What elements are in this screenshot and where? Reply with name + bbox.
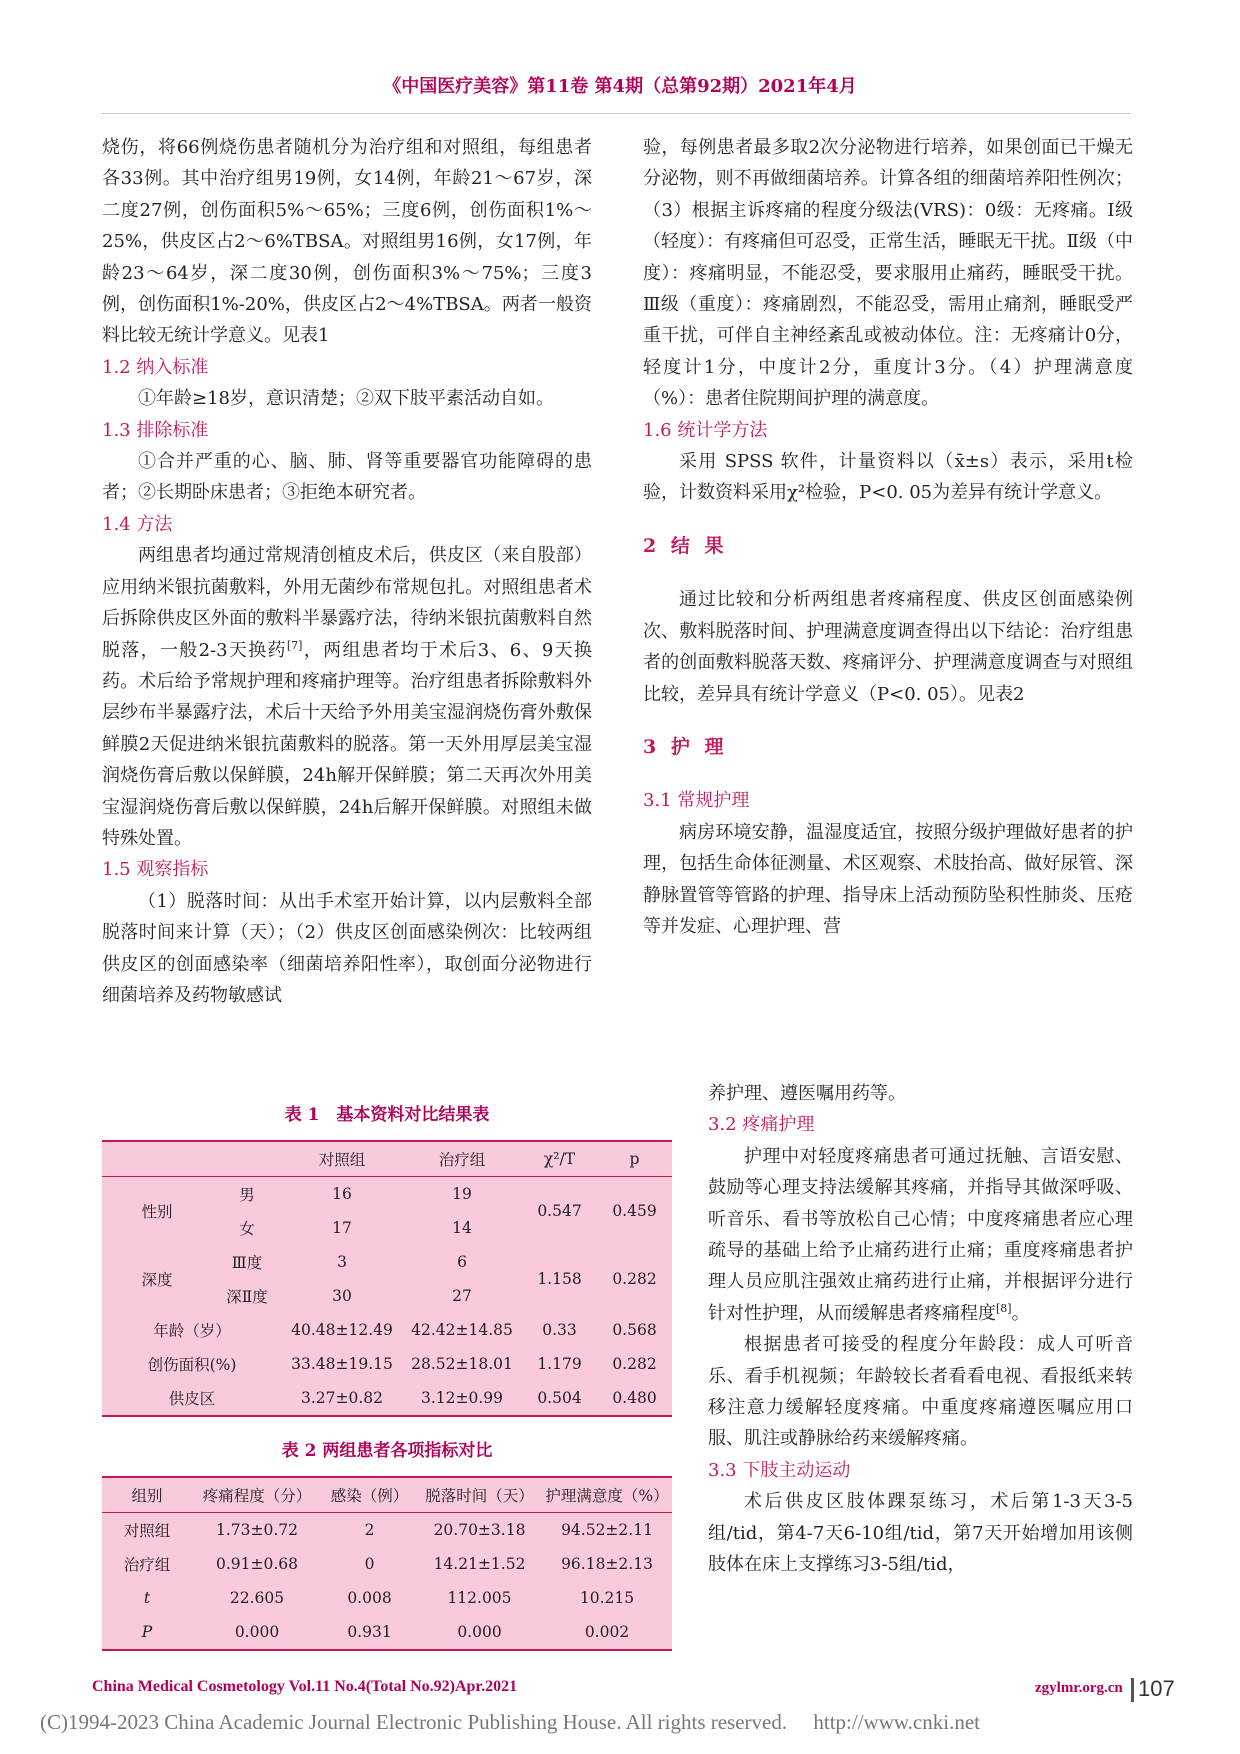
section-heading: 1.3 排除标准 (102, 419, 209, 441)
spacer (643, 710, 1133, 732)
table-cell: 28.52±18.01 (411, 1355, 513, 1373)
footer-journal: China Medical Cosmetology Vol.11 No.4(Total No.92)Apr.2021 (92, 1678, 518, 1695)
text-span: 。 (1011, 1302, 1030, 1324)
text-span: 护理中对轻度疼痛患者可通过抚触、言语安慰、鼓励等心理支持法缓解其疼痛，并指导其做深呼吸、听音乐、看书等放松自己心情；中度疼痛患者应心理疏导的基础上给予止痛药进行止痛；重度疼痛患者护理人员应肌注强效止痛药进行止痛，并根据评分进行针对性护理，从而缓解患者疼痛程度 (708, 1145, 1133, 1324)
table-cell: 年龄（岁） (153, 1322, 231, 1340)
table-row (102, 1513, 672, 1548)
table-cell: 1.73±0.72 (215, 1521, 298, 1539)
table-cell: 3 (337, 1253, 347, 1271)
table-cell: 男 (239, 1186, 255, 1204)
table-cell: 0 (364, 1555, 375, 1573)
table-header-cell: 组别 (131, 1487, 163, 1505)
page-number-bar (1131, 1678, 1134, 1702)
spacer (643, 509, 1133, 531)
paragraph (708, 1141, 1133, 1329)
table-cell: 0.931 (347, 1623, 392, 1641)
section-heading: 1.4 方法 (102, 513, 173, 535)
table-row (102, 1581, 672, 1615)
paragraph: ①年龄≥18岁，意识清楚；②双下肢平素活动自如。 (138, 388, 554, 410)
right-lower-column (708, 1078, 1133, 1581)
table-header-cell: 感染（例） (330, 1487, 409, 1505)
table-cell: 供皮区 (168, 1390, 216, 1408)
paragraph: 病房环境安静，温湿度适宜，按照分级护理做好患者的护理，包括生命体征测量、术区观察、术肢抬高、做好尿管、深静脉置管等管路的护理、指导床上活动预防坠积性肺炎、压疮等并发症、心理护理、营 (643, 821, 1133, 937)
table-header-cell: 治疗组 (438, 1151, 486, 1169)
table-cell: 10.215 (579, 1589, 635, 1607)
table-header-cell: 对照组 (318, 1151, 366, 1169)
table-cell: 27 (452, 1287, 472, 1305)
table-header-cell (102, 1141, 212, 1177)
table-cell: 30 (332, 1287, 352, 1305)
paragraph: 养护理、遵医嘱用药等。 (708, 1083, 906, 1104)
table-cell: 3.27±0.82 (300, 1389, 383, 1407)
table-cell: 性别 (141, 1203, 173, 1221)
text-span: 两组患者均通过常规清创植皮术后，供皮区（来自股部）应用纳米银抗菌敷料，外用无菌纱布常规包扎。对照组患者术后拆除供皮区外面的敷料半暴露疗法，待纳米银抗菌敷料自然脱落，一般2-3天换药 (102, 545, 592, 661)
table-cell: 42.42±14.85 (411, 1321, 513, 1339)
journal-header: 《中国医疗美容》第11卷 第4期（总第92期）2021年4月 (383, 76, 857, 97)
section-heading: 1.2 纳入标准 (102, 356, 209, 378)
table-cell: 3.12±0.99 (420, 1389, 503, 1407)
section-heading: 1.6 统计学方法 (643, 419, 768, 441)
page-number: 107 (1138, 1676, 1175, 1701)
paragraph (102, 540, 592, 854)
table-row (102, 1381, 672, 1416)
table-cell: 治疗组 (123, 1556, 171, 1574)
section-heading: 3.1 常规护理 (643, 790, 750, 812)
table1 (102, 1140, 672, 1417)
table-cell: P (141, 1623, 153, 1641)
copyright-line: (C)1994-2023 China Academic Journal Electronic Publishing House. All rights reserved. http://www.cnki.net (40, 1710, 980, 1734)
paragraph: 采用 SPSS 软件，计量资料以（x̄±s）表示，采用t检验，计数资料采用χ²检验，P<0. 05为差异有统计学意义。 (643, 451, 1133, 504)
table2-caption: 表 2 两组患者各项指标对比 (281, 1441, 493, 1461)
spacer (643, 562, 1133, 584)
table-cell: 创伤面积(%) (147, 1356, 237, 1374)
table-cell: 94.52±2.11 (561, 1521, 653, 1539)
table-cell: 6 (457, 1253, 467, 1271)
table-cell: 0.459 (612, 1202, 657, 1220)
citation-ref[interactable]: [7] (286, 638, 303, 652)
table-cell: 0.000 (234, 1623, 280, 1641)
section-heading: 2 结 果 (643, 534, 728, 557)
table-cell: 0.282 (612, 1355, 657, 1373)
table-cell: 33.48±19.15 (291, 1355, 393, 1373)
paragraph: 验，每例患者最多取2次分泌物进行培养，如果创面已干燥无分泌物，则不再做细菌培养。计算各组的细菌培养阳性例次；（3）根据主诉疼痛的程度分级法(VRS)：0级：无疼痛。Ⅰ级（轻度）：有疼痛但可忍受，正常生活，睡眠无干扰。Ⅱ级（中度）：疼痛明显，不能忍受，要求服用止痛药，睡眠受干扰。Ⅲ级（重度）：疼痛剧烈，不能忍受，需用止痛剂，睡眠受严重干扰，可伴自主神经紊乱或被动体位。注：无疼痛计0分，轻度计1分，中度计2分，重度计3分。（4）护理满意度（%）：患者住院期间护理的满意度。 (643, 137, 1133, 410)
paragraph: 根据患者可接受的程度分年龄段：成人可听音乐、看手机视频；年龄较长者看看电视、看报纸来转移注意力缓解轻度疼痛。中重度疼痛遵医嘱应用口服、肌注或静脉给药来缓解疼痛。 (708, 1334, 1133, 1450)
table-cell: 对照组 (123, 1522, 171, 1540)
table-cell: 2 (364, 1521, 375, 1539)
table-cell: 16 (332, 1185, 352, 1203)
citation-ref[interactable]: [8] (996, 1301, 1012, 1315)
table-cell: 22.605 (229, 1589, 285, 1607)
table2 (102, 1476, 672, 1651)
table-header-cell: 护理满意度（%） (545, 1487, 669, 1505)
table-cell: 女 (239, 1220, 255, 1238)
table-header-row (102, 1477, 672, 1513)
table-cell: 14.21±1.52 (433, 1555, 526, 1573)
table-cell: 深Ⅱ度 (226, 1288, 268, 1306)
section-heading: 3.3 下肢主动运动 (708, 1459, 851, 1481)
text-span: ，两组患者均于术后3、6、9天换药。术后给予常规护理和疼痛护理等。治疗组患者拆除敷料外层纱布半暴露疗法，术后十天给予外用美宝湿润烧伤膏外敷保鲜膜2天促进纳米银抗菌敷料的脱落。第一天外用厚层美宝湿润烧伤膏后敷以保鲜膜，24h解开保鲜膜；第二天再次外用美宝湿润烧伤膏后敷以保鲜膜，24h后解开保鲜膜。对照组未做特殊处置。 (102, 639, 592, 849)
table-cell: 0.282 (612, 1270, 657, 1288)
table-cell: Ⅲ度 (231, 1254, 263, 1272)
table-row (102, 1547, 672, 1581)
paragraph: （1）脱落时间：从出手术室开始计算，以内层敷料全部脱落时间来计算（天）；（2）供皮区创面感染例次：比较两组供皮区的创面感染率（细菌培养阳性率），取创面分泌物进行细菌培养及药物敏感试 (102, 890, 592, 1006)
table-header-cell: p (629, 1150, 640, 1168)
table-cell: 1.158 (537, 1270, 582, 1288)
table-cell: 40.48±12.49 (291, 1321, 393, 1339)
right-column (643, 132, 1133, 942)
table-cell: 96.18±2.13 (561, 1555, 653, 1573)
section-heading: 1.5 观察指标 (102, 859, 209, 881)
table-cell: 0.008 (347, 1589, 392, 1607)
footer-site[interactable]: zgylmr.org.cn (1035, 1680, 1123, 1696)
table-cell: 20.70±3.18 (433, 1521, 526, 1539)
paragraph: ①合并严重的心、脑、肺、肾等重要器官功能障碍的患者；②长期卧床患者；③拒绝本研究者。 (102, 451, 592, 504)
table-header-cell: 疼痛程度（分） (202, 1487, 312, 1505)
table-cell: 0.000 (457, 1623, 502, 1641)
paragraph: 通过比较和分析两组患者疼痛程度、供皮区创面感染例次、敷料脱落时间、护理满意度调查得出以下结论：治疗组患者的创面敷料脱落天数、疼痛评分、护理满意度调查与对照组比较，差异具有统计学意义（P<0. 05）。见表2 (643, 589, 1133, 705)
table1-caption: 表 1 基本资料对比结果表 (284, 1105, 490, 1125)
table-cell: 17 (332, 1219, 352, 1237)
paragraph: 烧伤，将66例烧伤患者随机分为治疗组和对照组，每组患者各33例。其中治疗组男19例，女14例，年龄21～67岁，深二度27例，创伤面积5%～65%；三度6例，创伤面积1%～25%，供皮区占2～6%TBSA。对照组男16例，女17例，年龄23～64岁，深二度30例，创伤面积3%～75%；三度3例，创伤面积1%-20%，供皮区占2～4%TBSA。两者一般资料比较无统计学意义。见表1 (102, 137, 592, 347)
table-cell: 0.504 (537, 1389, 582, 1407)
table-row (102, 1347, 672, 1381)
table-cell: 1.179 (537, 1355, 582, 1373)
table-cell: 0.480 (612, 1389, 657, 1407)
table-row (102, 1615, 672, 1650)
spacer (643, 763, 1133, 785)
table-cell: 19 (452, 1185, 472, 1203)
table-cell: 0.568 (612, 1321, 657, 1339)
table-header-cell: 脱落时间（天） (425, 1487, 534, 1505)
header-rule (102, 113, 1130, 114)
table-header-cell: χ²/T (543, 1150, 576, 1168)
left-column (102, 132, 592, 1011)
table-cell: 0.002 (584, 1623, 630, 1641)
section-heading: 3.2 疼痛护理 (708, 1114, 815, 1136)
table-row (102, 1313, 672, 1347)
table-cell: t (143, 1589, 151, 1607)
table-header-cell (212, 1141, 282, 1177)
table-header-row (102, 1141, 672, 1177)
table-row (102, 1177, 672, 1212)
paragraph: 术后供皮区肢体踝泵练习，术后第1-3天3-5组/tid，第4-7天6-10组/tid，第7天开始增加用该侧肢体在床上支撑练习3-5组/tid， (708, 1491, 1133, 1576)
table-cell: 0.33 (542, 1321, 577, 1339)
table-cell: 112.005 (447, 1589, 512, 1607)
table-cell: 0.91±0.68 (215, 1555, 298, 1573)
table-cell: 0.547 (537, 1202, 582, 1220)
section-heading: 3 护 理 (643, 735, 728, 758)
table-cell: 深度 (141, 1271, 173, 1289)
table-cell: 14 (452, 1219, 472, 1237)
table-row (102, 1245, 672, 1279)
